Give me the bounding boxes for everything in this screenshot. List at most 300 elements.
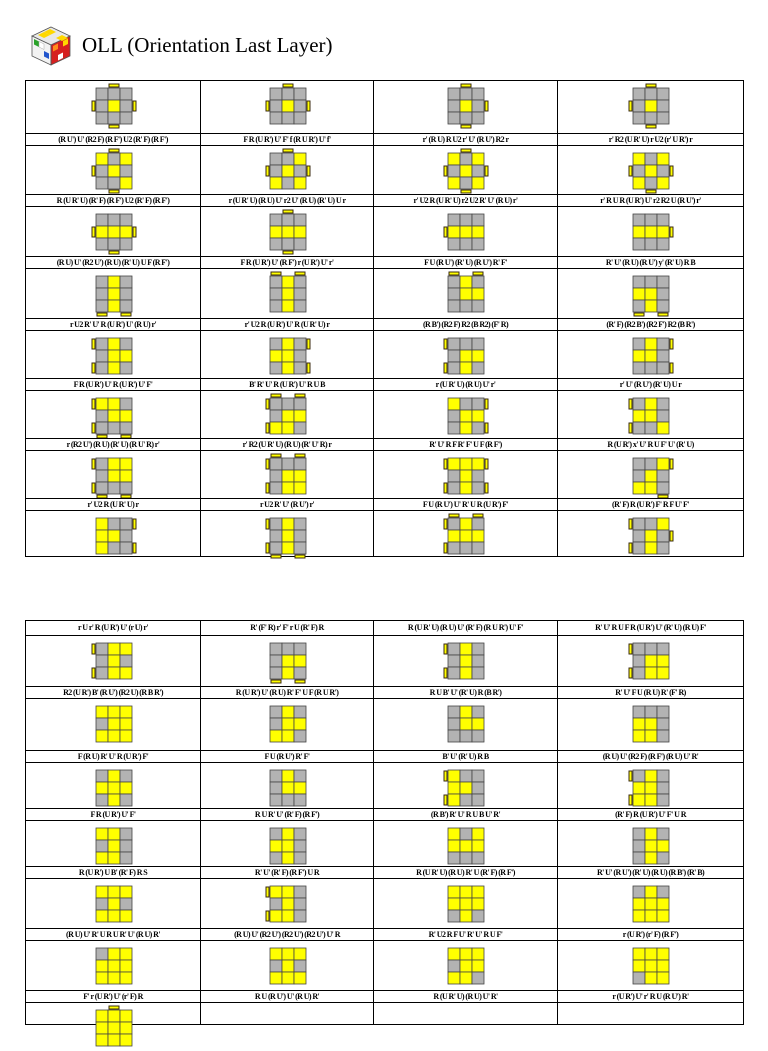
sticker	[472, 655, 484, 667]
sticker	[96, 972, 108, 984]
label-divider	[26, 498, 200, 499]
sticker	[472, 886, 484, 898]
sticker	[645, 350, 657, 362]
side-sticker-left	[266, 887, 269, 897]
sticker	[657, 886, 669, 898]
label-divider	[201, 808, 373, 809]
sticker	[633, 398, 645, 410]
label-divider	[374, 928, 557, 929]
algorithm-label: (R' F) R (U R') F' R F U' F'	[612, 500, 689, 509]
label-divider	[201, 133, 373, 134]
algorithm-label: F U (R U') U' R' U R (U R') F'	[422, 500, 509, 509]
sticker	[108, 238, 120, 250]
sticker	[270, 852, 282, 864]
oll-case-cell	[373, 635, 558, 699]
sticker	[472, 422, 484, 434]
sticker	[96, 458, 108, 470]
sticker	[108, 458, 120, 470]
side-sticker-right	[485, 101, 488, 111]
side-sticker-top	[295, 394, 305, 397]
sticker	[96, 165, 108, 177]
algorithm-label: F R (U R') U' F'	[90, 810, 136, 819]
oll-case-cell	[200, 206, 374, 269]
sticker	[633, 948, 645, 960]
sticker	[633, 770, 645, 782]
sticker	[270, 338, 282, 350]
sticker	[460, 898, 472, 910]
label-divider	[374, 808, 557, 809]
sticker	[645, 972, 657, 984]
sticker	[448, 422, 460, 434]
sticker	[294, 470, 306, 482]
sticker	[108, 518, 120, 530]
side-sticker-left	[444, 363, 447, 373]
sticker	[294, 100, 306, 112]
side-sticker-left	[444, 459, 447, 469]
sticker	[96, 840, 108, 852]
algorithm-label: r' R2 (U R' U) (R U) (R' U' R) r	[242, 440, 332, 449]
sticker	[645, 226, 657, 238]
oll-case-diagram	[628, 513, 674, 559]
sticker	[460, 300, 472, 312]
oll-case-cell	[373, 206, 558, 269]
sticker	[448, 960, 460, 972]
side-sticker-left	[444, 339, 447, 349]
sticker	[657, 852, 669, 864]
sticker	[633, 238, 645, 250]
sticker	[472, 338, 484, 350]
sticker	[282, 530, 294, 542]
label-divider	[374, 378, 557, 379]
sticker	[633, 300, 645, 312]
side-sticker-bottom	[109, 190, 119, 193]
side-sticker-left	[444, 644, 447, 654]
sticker	[120, 542, 132, 554]
sticker	[108, 226, 120, 238]
sticker	[645, 482, 657, 494]
sticker	[282, 898, 294, 910]
sticker	[270, 288, 282, 300]
sticker	[448, 706, 460, 718]
oll-case-cell	[200, 698, 374, 763]
sticker	[657, 542, 669, 554]
sticker	[120, 643, 132, 655]
sticker	[460, 350, 472, 362]
oll-case-diagram	[443, 513, 489, 559]
sticker	[448, 898, 460, 910]
sticker	[282, 238, 294, 250]
oll-case-diagram	[628, 209, 674, 255]
sticker	[657, 288, 669, 300]
sticker	[96, 88, 108, 100]
label-divider	[558, 686, 743, 687]
sticker	[270, 398, 282, 410]
side-sticker-right	[485, 423, 488, 433]
sticker	[645, 288, 657, 300]
sticker	[460, 165, 472, 177]
sticker	[472, 350, 484, 362]
table-row	[25, 268, 743, 331]
sticker	[120, 338, 132, 350]
sticker	[472, 410, 484, 422]
algorithm-label: r (U R' U) (R U) U' r2 U' (R U) (R' U) U r	[228, 196, 346, 205]
oll-case-cell	[200, 1002, 374, 1025]
sticker	[645, 100, 657, 112]
table-cell	[200, 620, 374, 636]
sticker	[270, 226, 282, 238]
sticker	[633, 458, 645, 470]
label-divider	[374, 866, 557, 867]
sticker	[657, 518, 669, 530]
sticker	[657, 165, 669, 177]
sticker	[270, 770, 282, 782]
sticker	[120, 88, 132, 100]
sticker	[120, 948, 132, 960]
sticker	[270, 350, 282, 362]
sticker	[460, 88, 472, 100]
oll-case-cell	[373, 145, 558, 207]
sticker	[645, 362, 657, 374]
sticker	[448, 482, 460, 494]
oll-case-diagram	[265, 701, 311, 747]
sticker	[460, 706, 472, 718]
sticker	[120, 1010, 132, 1022]
table-header-row	[25, 620, 743, 636]
sticker	[448, 655, 460, 667]
label-divider	[201, 686, 373, 687]
sticker	[448, 410, 460, 422]
sticker	[472, 840, 484, 852]
sticker	[120, 458, 132, 470]
sticker	[472, 706, 484, 718]
sticker	[657, 718, 669, 730]
oll-case-cell	[200, 390, 374, 451]
side-sticker-left	[629, 101, 632, 111]
sticker	[472, 300, 484, 312]
sticker	[270, 100, 282, 112]
sticker	[645, 730, 657, 742]
sticker	[633, 112, 645, 124]
oll-case-diagram	[91, 823, 137, 869]
sticker	[657, 770, 669, 782]
sticker	[108, 362, 120, 374]
label-divider	[201, 750, 373, 751]
sticker	[633, 840, 645, 852]
sticker	[282, 910, 294, 922]
sticker	[472, 718, 484, 730]
sticker	[120, 398, 132, 410]
sticker	[282, 840, 294, 852]
sticker	[96, 794, 108, 806]
sticker	[633, 667, 645, 679]
sticker	[448, 398, 460, 410]
sticker	[270, 112, 282, 124]
sticker	[448, 518, 460, 530]
sticker	[120, 288, 132, 300]
sticker	[270, 898, 282, 910]
sticker	[633, 338, 645, 350]
sticker	[657, 840, 669, 852]
algorithm-label: (R U) U' (R2 U') (R2 U') (R2 U') U' R	[234, 930, 340, 939]
oll-case-diagram	[628, 638, 674, 684]
sticker	[645, 530, 657, 542]
sticker	[657, 214, 669, 226]
algorithm-label: r U2 R' U' R (U R') U' (R U) r'	[69, 320, 157, 329]
sticker	[645, 706, 657, 718]
sticker	[108, 706, 120, 718]
sticker	[657, 153, 669, 165]
label-divider	[26, 750, 200, 751]
side-sticker-left	[444, 166, 447, 176]
side-sticker-left	[266, 543, 269, 553]
sticker	[448, 886, 460, 898]
oll-case-diagram	[265, 638, 311, 684]
sticker	[657, 643, 669, 655]
sticker	[472, 782, 484, 794]
oll-case-diagram	[91, 943, 137, 989]
oll-case-cell	[25, 940, 201, 1003]
sticker	[282, 667, 294, 679]
sticker	[294, 960, 306, 972]
sticker	[460, 288, 472, 300]
side-sticker-left	[266, 423, 269, 433]
sticker	[108, 794, 120, 806]
algorithm-label: R (U R' U) (R U) U' (R' F) (R U R') U' F'	[407, 623, 524, 632]
sticker	[657, 960, 669, 972]
sticker	[282, 730, 294, 742]
side-sticker-right	[133, 101, 136, 111]
oll-case-cell	[557, 698, 744, 763]
sticker	[472, 898, 484, 910]
algorithm-label: R (U R') x' U' R U F' U' (R' U)	[607, 440, 694, 449]
sticker	[96, 422, 108, 434]
sticker	[633, 718, 645, 730]
sticker	[472, 794, 484, 806]
sticker	[294, 112, 306, 124]
side-sticker-bottom	[271, 555, 281, 558]
sticker	[282, 350, 294, 362]
sticker	[270, 655, 282, 667]
sticker	[294, 398, 306, 410]
oll-case-cell	[25, 878, 201, 941]
sticker	[448, 238, 460, 250]
algorithm-label: F' r (U R') U' (r' F) R	[83, 992, 143, 1001]
sticker	[270, 238, 282, 250]
sticker	[472, 542, 484, 554]
sticker	[294, 422, 306, 434]
table-row	[25, 878, 743, 941]
sticker	[108, 770, 120, 782]
oll-case-diagram	[443, 701, 489, 747]
sticker	[448, 165, 460, 177]
side-sticker-bottom	[109, 125, 119, 128]
sticker	[460, 828, 472, 840]
sticker	[645, 177, 657, 189]
oll-case-cell	[373, 390, 558, 451]
sticker	[657, 782, 669, 794]
sticker	[108, 718, 120, 730]
label-divider	[374, 686, 557, 687]
label-divider	[201, 256, 373, 257]
sticker	[460, 362, 472, 374]
sticker	[282, 112, 294, 124]
sticker	[120, 960, 132, 972]
label-divider	[558, 318, 743, 319]
oll-case-diagram	[443, 453, 489, 499]
sticker	[657, 706, 669, 718]
sticker	[108, 470, 120, 482]
sticker	[294, 852, 306, 864]
sticker	[294, 667, 306, 679]
sticker	[270, 886, 282, 898]
oll-case-cell	[200, 940, 374, 1003]
label-divider	[26, 438, 200, 439]
sticker	[96, 470, 108, 482]
label-divider	[374, 318, 557, 319]
sticker	[96, 782, 108, 794]
sticker	[460, 470, 472, 482]
side-sticker-bottom	[646, 190, 656, 193]
sticker	[282, 794, 294, 806]
sticker	[108, 422, 120, 434]
sticker	[294, 410, 306, 422]
side-sticker-left	[92, 166, 95, 176]
algorithm-label: r (R2 U') (R U) (R' U) (R U' R) r'	[66, 440, 160, 449]
oll-case-cell	[200, 80, 374, 146]
oll-case-cell	[557, 940, 744, 1003]
sticker	[460, 718, 472, 730]
sticker	[633, 794, 645, 806]
sticker	[270, 470, 282, 482]
sticker	[633, 898, 645, 910]
oll-case-diagram	[443, 209, 489, 255]
sticker	[657, 470, 669, 482]
label-divider	[201, 194, 373, 195]
sticker	[294, 226, 306, 238]
oll-case-cell	[557, 206, 744, 269]
side-sticker-right	[307, 166, 310, 176]
oll-case-cell	[200, 878, 374, 941]
sticker	[294, 177, 306, 189]
sticker	[657, 910, 669, 922]
side-sticker-top	[109, 84, 119, 87]
label-divider	[26, 686, 200, 687]
sticker	[448, 770, 460, 782]
side-sticker-top	[271, 454, 281, 457]
side-sticker-top	[449, 272, 459, 275]
sticker	[96, 655, 108, 667]
sticker	[657, 350, 669, 362]
sticker	[108, 288, 120, 300]
label-divider	[201, 378, 373, 379]
algorithm-label: r' U2 R (U R' U) r2 U2 R' U' (R U) r'	[413, 196, 518, 205]
sticker	[633, 362, 645, 374]
side-sticker-left	[266, 101, 269, 111]
sticker	[472, 482, 484, 494]
sticker	[633, 518, 645, 530]
label-divider	[201, 928, 373, 929]
side-sticker-left	[629, 519, 632, 529]
sticker	[448, 214, 460, 226]
sticker	[108, 398, 120, 410]
sticker	[645, 655, 657, 667]
sticker	[96, 214, 108, 226]
sticker	[448, 910, 460, 922]
oll-case-cell	[25, 390, 201, 451]
oll-case-diagram	[628, 83, 674, 129]
sticker	[460, 782, 472, 794]
side-sticker-left	[92, 399, 95, 409]
sticker	[460, 667, 472, 679]
sticker	[96, 153, 108, 165]
sticker	[633, 276, 645, 288]
sticker	[282, 100, 294, 112]
label-divider	[374, 750, 557, 751]
sticker	[282, 782, 294, 794]
sticker	[448, 794, 460, 806]
sticker	[472, 88, 484, 100]
table-row	[25, 635, 743, 699]
algorithm-label: R U (R U') U' (R U) R'	[254, 992, 320, 1001]
sticker	[472, 852, 484, 864]
sticker	[282, 165, 294, 177]
sticker	[645, 276, 657, 288]
sticker	[282, 770, 294, 782]
table-row	[25, 698, 743, 763]
sticker	[633, 177, 645, 189]
sticker	[120, 828, 132, 840]
sticker	[448, 112, 460, 124]
side-sticker-left	[629, 771, 632, 781]
sticker	[270, 948, 282, 960]
sticker	[448, 88, 460, 100]
sticker	[270, 300, 282, 312]
sticker	[120, 177, 132, 189]
label-divider	[374, 438, 557, 439]
side-sticker-left	[266, 166, 269, 176]
sticker	[96, 730, 108, 742]
side-sticker-top	[295, 272, 305, 275]
oll-case-cell	[25, 330, 201, 391]
side-sticker-top	[461, 84, 471, 87]
sticker	[472, 470, 484, 482]
sticker	[294, 482, 306, 494]
oll-case-diagram	[265, 83, 311, 129]
oll-case-cell	[557, 762, 744, 821]
oll-case-diagram	[91, 393, 137, 439]
sticker	[294, 972, 306, 984]
sticker	[96, 350, 108, 362]
algorithm-label: R' (F' R) r' F' r U (R' F) R	[250, 623, 324, 632]
sticker	[96, 898, 108, 910]
sticker	[108, 730, 120, 742]
sticker	[96, 482, 108, 494]
sticker	[657, 655, 669, 667]
side-sticker-left	[444, 483, 447, 493]
sticker	[472, 972, 484, 984]
algorithm-label: B' U' (R' U) R B	[442, 752, 489, 761]
sticker	[460, 910, 472, 922]
sticker	[448, 840, 460, 852]
algorithm-label: r (U R') (r' F) (R F')	[622, 930, 679, 939]
sticker	[294, 948, 306, 960]
sticker	[294, 643, 306, 655]
sticker	[96, 530, 108, 542]
oll-case-cell	[25, 635, 201, 699]
sticker	[645, 782, 657, 794]
oll-case-diagram	[443, 943, 489, 989]
sticker	[294, 655, 306, 667]
